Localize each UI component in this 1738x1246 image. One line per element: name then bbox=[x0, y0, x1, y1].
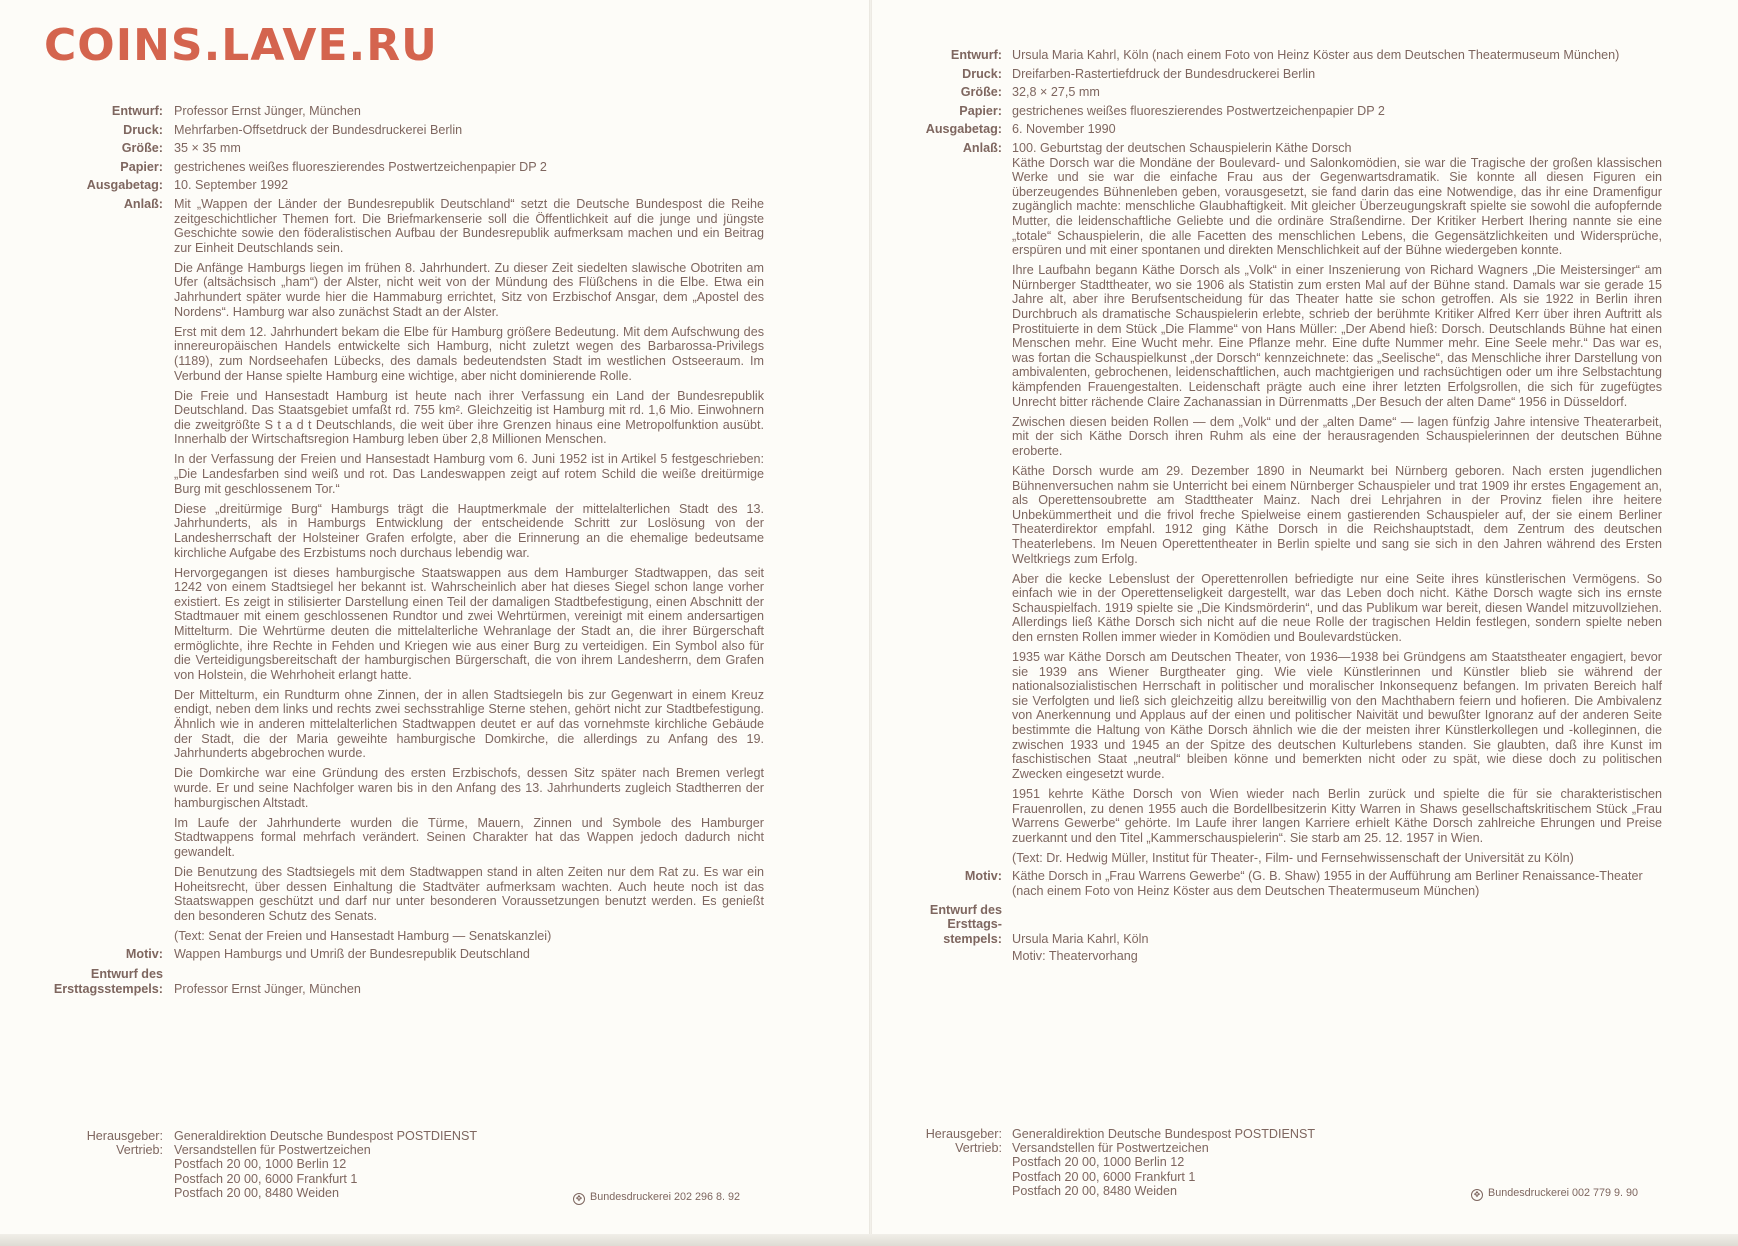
footer-line: Postfach 20 00, 8480 Weiden bbox=[1012, 1183, 1178, 1198]
left-anlass-paragraph: Die Anfänge Hamburgs liegen im frühen 8. Jahrhundert. Zu dieser Zeit siedelten slawische Obotriten am Ufer (altsächsisch „ham“) der Alster, nicht weit von der Mündung des Flüßchens in die Elbe. Etwa ein Jahrhundert später wurde hier die Hammaburg errichtet, Sitz von Erzbischof Ansgar, dem „Apostel des Nordens“. Hamburg war also zunächst Stadt an der Alster. bbox=[174, 260, 764, 319]
right-stempel-label-line: Entwurf des bbox=[929, 902, 1002, 917]
left-motiv-value: Wappen Hamburgs und Umriß der Bundesrepublik Deutschland bbox=[174, 947, 530, 962]
left-druck-value: Mehrfarben-Offsetdruck der Bundesdruckerei Berlin bbox=[174, 122, 463, 137]
herausgeber-label: Herausgeber: bbox=[925, 1127, 1002, 1141]
right-motiv-value: Käthe Dorsch in „Frau Warrens Gewerbe“ (G. B. Shaw) 1955 in der Aufführung am Berliner Renaissance-Theater (nach einem Foto von Heinz Köster aus dem Deutschen Theatermuseum München) bbox=[1012, 869, 1643, 898]
right-druck-row bbox=[882, 67, 1662, 82]
right-papier-row bbox=[882, 104, 1662, 119]
left-motiv-label: Motiv: bbox=[125, 947, 163, 962]
right-anlass-paragraph: Käthe Dorsch war die Mondäne der Boulevard- und Salonkomödien, sie war die Tragische der großen klassischen Werke und sie war die einfache Frau aus der Gegenwartsdramatik. Sie konnte all diesen Figuren ein überzeugendes Bühnenleben geben, vorausgesetzt, sie fand darin das eine Notwendige, das ihr eine Dramenfigur zugänglich machte: menschliche Glaubhaftigkeit. Mit gleicher Überzeugungskraft spielte sie sowohl die aufopfernde Mutter, die leidenschaftliche Geliebte und die ordinäre Straßendirne. Der Kritiker Herbert Ihering nannte sie eine „totale“ Schauspielerin, die alle Facetten des menschlichen Lebens, die Gegensätzlichkeiten und Widersprüche, erspüren und mit einer spontanen und direkten Menschlichkeit auf der Bühne wiedergeben konnte. bbox=[1012, 155, 1662, 258]
left-anlass-paragraph: Diese „dreitürmige Burg“ Hamburgs trägt die Hauptmerkmale der mittelalterlichen Stadt des 13. Jahrhunderts, als in Hamburgs Entwicklung der entscheidende Schritt zur Loslösung von der Landesherrschaft der Holsteiner Grafen erfolgte, aber die Erinnerung an die ehemalige bedeutsame kirchliche Aufgabe des Erzbistums noch durchaus lebendig war. bbox=[174, 501, 764, 560]
left-druck-label: Druck: bbox=[123, 122, 163, 137]
right-anlass-paragraph: Zwischen diesen beiden Rollen — dem „Volk“ und der „alten Dame“ — lagen fünfzig Jahre intensive Theaterarbeit, mit der sich Käthe Dorsch ihren Ruhm als eine der herausragenden Schauspielerinnen der deutschen Bühne eroberte. bbox=[1012, 414, 1662, 458]
left-stempel-value: Professor Ernst Jünger, München bbox=[174, 981, 361, 996]
right-motiv-row bbox=[882, 869, 1662, 898]
right-stempel-label-line: stempels: bbox=[943, 931, 1002, 946]
left-anlass-paragraph: Die Domkirche war eine Gründung des ersten Erzbischofs, dessen Sitz später nach Bremen verlegt wurde. Er und seine Nachfolger waren bis in den Anfang des 13. Jahrhunderts zugleich Stadtherren der hamburgischen Altstadt. bbox=[174, 766, 764, 810]
left-entwurf-value: Professor Ernst Jünger, München bbox=[174, 104, 361, 118]
right-stempel-label-line: Ersttags- bbox=[947, 917, 1002, 932]
left-anlass-credit: (Text: Senat der Freien und Hansestadt Hamburg — Senatskanzlei) bbox=[174, 928, 552, 943]
right-stempel-value bbox=[1012, 903, 1662, 964]
left-stamp-details bbox=[10, 104, 764, 996]
footer-line: Postfach 20 00, 1000 Berlin 12 bbox=[174, 1157, 347, 1172]
scan-bottom-edge bbox=[0, 1234, 1738, 1246]
right-imprint-text: Bundesdruckerei 002 779 9. 90 bbox=[1488, 1187, 1639, 1199]
left-stempel-label-line: Ersttagsstempels: bbox=[53, 981, 163, 996]
right-papier-label: Papier: bbox=[959, 103, 1002, 118]
right-druck-value: Dreifarben-Rastertiefdruck der Bundesdruckerei Berlin bbox=[1012, 66, 1316, 81]
footer-line: Postfach 20 00, 6000 Frankfurt 1 bbox=[174, 1171, 358, 1186]
footer-line: Postfach 20 00, 1000 Berlin 12 bbox=[1012, 1155, 1185, 1170]
right-printer-imprint bbox=[1471, 1187, 1638, 1201]
left-druck-row bbox=[10, 123, 764, 138]
left-groesse-row bbox=[10, 141, 764, 156]
right-anlass-paragraph: Käthe Dorsch wurde am 29. Dezember 1890 in Neumarkt bei Nürnberg geboren. Nach ersten jugendlichen Bühnenversuchen nahm sie Unterricht bei einem Nürnberger Schauspieler und trat 1909 ihr erstes Engagement an, als Operettensoubrette am Stadttheater Mainz. Nach drei Lehrjahren in der Provinz fielen ihre heitere Unbekümmertheit und die frivol freche Spielweise einem gastierenden Schauspieler auf, der sie einem Berliner Theaterdirektor empfahl. 1912 ging Käthe Dorsch in die Reichshauptstadt, dem Zentrum des deutschen Theaterlebens. Im Neuen Operettentheater in Berlin spielte und sang sie sich in den Jahren während des Ersten Weltkriegs zum Erfolg. bbox=[1012, 463, 1662, 566]
left-stempel-label bbox=[10, 967, 163, 996]
right-anlass-label: Anlaß: bbox=[962, 140, 1002, 155]
left-imprint-text: Bundesdruckerei 202 296 8. 92 bbox=[590, 1191, 741, 1203]
right-motiv-label: Motiv: bbox=[964, 869, 1002, 884]
sheet-divider bbox=[869, 0, 872, 1246]
left-anlass-paragraph: Der Mittelturm, ein Rundturm ohne Zinnen, der in allen Stadtsiegeln bis zur Gegenwart in einem Kreuz endigt, neben dem links und rechts zwei sechsstrahlige Sterne stehen, gehört nicht zur Stadtbefestigung. Ähnlich wie in anderen mittelalterlichen Stadtwappen deutet er auf das vornehmste kirchliche Gebäude der Stadt, die der Maria geweihte hamburgische Domkirche, die allerdings zu Anfang des 19. Jahrhunderts abgebrochen wurde. bbox=[174, 687, 764, 761]
watermark: COINS.LAVE.RU bbox=[44, 20, 438, 71]
left-papier-label: Papier: bbox=[120, 159, 163, 174]
left-papier-row bbox=[10, 160, 764, 175]
right-entwurf-row bbox=[882, 48, 1662, 63]
right-anlass-text bbox=[1012, 141, 1662, 865]
right-anlass-credit: (Text: Dr. Hedwig Müller, Institut für Theater-, Film- und Fernsehwissenschaft der Universität zu Köln) bbox=[1012, 850, 1574, 865]
bundesdruckerei-logo-icon: ✥ bbox=[573, 1193, 585, 1205]
right-footer-labels bbox=[882, 1127, 1002, 1155]
left-anlass-row bbox=[10, 197, 764, 943]
right-papier-value: gestrichenes weißes fluoreszierendes Postwertzeichenpapier DP 2 bbox=[1012, 103, 1385, 118]
right-stempel-label bbox=[882, 903, 1002, 947]
right-ausgabetag-value: 6. November 1990 bbox=[1012, 122, 1116, 137]
right-druck-label: Druck: bbox=[962, 66, 1002, 81]
right-stempel-row bbox=[882, 903, 1662, 964]
left-anlass-paragraph: Im Laufe der Jahrhunderte wurden die Türme, Mauern, Zinnen und Symbole des Hamburger Stadtwappens formal mehrfach verändert. Seinen Charakter hat das Wappen jedoch dadurch nicht gewandelt. bbox=[174, 815, 764, 859]
footer-line: Generaldirektion Deutsche Bundespost POSTDIENST bbox=[174, 1129, 478, 1143]
left-groesse-label: Größe: bbox=[121, 141, 163, 156]
footer-line: Generaldirektion Deutsche Bundespost POSTDIENST bbox=[1012, 1127, 1316, 1141]
left-anlass-paragraph: In der Verfassung der Freien und Hansestadt Hamburg vom 6. Juni 1952 ist in Artikel 5 festgeschrieben: „Die Landesfarben sind weiß und rot. Das Landeswappen zeigt auf rotem Schild die weiße dreitürmige Burg mit geschlossenem Tor.“ bbox=[174, 452, 764, 496]
right-groesse-value: 32,8 × 27,5 mm bbox=[1012, 85, 1100, 100]
left-footer-labels bbox=[10, 1129, 163, 1157]
left-entwurf-label: Entwurf: bbox=[111, 104, 163, 118]
left-entwurf-row bbox=[10, 104, 764, 119]
footer-line: Versandstellen für Postwertzeichen bbox=[1012, 1141, 1209, 1156]
right-stempel-motiv: Motiv: Theatervorhang bbox=[1012, 949, 1138, 964]
left-ausgabetag-row bbox=[10, 178, 764, 193]
right-groesse-label: Größe: bbox=[960, 85, 1002, 100]
right-anlass-paragraph: 1951 kehrte Käthe Dorsch von Wien wieder nach Berlin zurück und spielte die für sie charakteristischen Frauenrollen, zu denen 1955 auch die Bordellbesitzerin Kitty Warren in Shaws gesellschaftskritischem Stück „Frau Warrens Gewerbe“ gehörte. Im Laufe ihrer langen Karriere erhielt Käthe Dorsch zahlreiche Ehrungen und Preise zuerkannt und den Titel „Kammerschauspielerin“. Sie starb am 25. 12. 1957 in Wien. bbox=[1012, 786, 1662, 845]
vertrieb-label: Vertrieb: bbox=[116, 1143, 163, 1158]
left-anlass-label: Anlaß: bbox=[123, 196, 163, 211]
right-ausgabetag-row bbox=[882, 122, 1662, 137]
left-stempel-label-line: Entwurf des bbox=[90, 966, 163, 981]
left-anlass-text bbox=[174, 197, 764, 943]
left-anlass-paragraph: Mit „Wappen der Länder der Bundesrepublik Deutschland“ setzt die Deutsche Bundespost die Reihe zeitgeschichtlicher Themen fort. Die Briefmarkenserie soll die Öffentlichkeit auf die junge und jüngste Geschichte sowie den föderalistischen Aufbau der Bundesrepublik aufmerksam machen und ein Beitrag zur Einheit Deutschlands sein. bbox=[174, 196, 764, 255]
right-ausgabetag-label: Ausgabetag: bbox=[925, 122, 1002, 137]
left-ausgabetag-value: 10. September 1992 bbox=[174, 178, 289, 193]
right-anlass-paragraph: Aber die kecke Lebenslust der Operettenrollen befriedigte nur eine Seite ihres künstlerischen Vermögens. So einfach wie in der Operettenseligkeit dargestellt, war das Leben doch nicht. Käthe Dorsch wagte sich ins ernste Schauspielfach. 1919 spielte sie „Die Kindsmörderin“, und das Publikum war bereit, diesen Wandel mitzuvollziehen. Allerdings ließ Käthe Dorsch sich nicht auf die neue Rolle der tragischen Heldin festlegen, sondern spielte neben den ernsten Rollen immer wieder in Komödien und Boulevardstücken. bbox=[1012, 571, 1662, 644]
left-footer-address bbox=[174, 1129, 764, 1200]
right-groesse-row bbox=[882, 85, 1662, 100]
left-groesse-value: 35 × 35 mm bbox=[174, 141, 241, 156]
right-stempel-designer: Ursula Maria Kahrl, Köln bbox=[1012, 931, 1149, 946]
footer-line: Postfach 20 00, 8480 Weiden bbox=[174, 1185, 340, 1200]
herausgeber-label: Herausgeber: bbox=[86, 1129, 163, 1143]
left-footer bbox=[10, 1129, 764, 1200]
footer-line: Versandstellen für Postwertzeichen bbox=[174, 1143, 371, 1158]
left-anlass-paragraph: Hervorgegangen ist dieses hamburgische Staatswappen aus dem Hamburger Stadtwappen, das seit 1242 von einem Stadtsiegel her bekannt ist. Wahrscheinlich aber hat dieses Siegel schon lange vorher existiert. Es zeigt in stilisierter Darstellung einen Teil der damaligen Stadtbefestigung, einen Abschnitt der Stadtmauer mit einem geschlossenen Rundtor und zwei Wehrtürmen, vereinigt mit einem andersartigen Mittelturm. Die Wehrtürme deuten die mittelalterliche Wehranlage der Stadt an, die ihrer Bürgerschaft ermöglichte, ihre Rechte in Fehden und Kriegen wie aus einer Burg zu verteidigen. Ein Symbol also für die Verteidigungsbereitschaft der hamburgischen Bürgerschaft, die von ihrem Landesherrn, dem Grafen von Holstein, die Wehrhoheit erlangt hatte. bbox=[174, 565, 764, 682]
left-stempel-row bbox=[10, 967, 764, 996]
right-anlass-paragraph: 1935 war Käthe Dorsch am Deutschen Theater, von 1936—1938 bei Gründgens am Staatstheater engagiert, bevor sie 1939 ans Wiener Burgtheater ging. Wie viele Künstlerinnen und Künstler blieb sie während der nationalsozialistischen Herrschaft in politischer und moralischer Inkonsequenz befangen. Im privaten Bereich half sie Verfolgten und ließ sich gleichzeitig allzu bereitwillig von den Machthabern feiern und hofieren. Die Ambivalenz von Anerkennung und Applaus auf der einen und politischer Naivität und bewußter Ignoranz auf der anderen Seite bestimmte die Haltung von Käthe Dorsch ähnlich wie die der meisten ihrer Künstlerkollegen und -kolleginnen, die zwischen 1933 und 1945 an der Spitze des deutschen Kulturlebens standen. Sie glaubten, daß ihre Kunst im faschistischen Staat „neutral“ bleiben könne und bemerkten nicht oder zu spät, wie diese doch zu politischen Zwecken eingesetzt wurde. bbox=[1012, 650, 1662, 781]
left-ausgabetag-label: Ausgabetag: bbox=[86, 178, 163, 193]
right-entwurf-label: Entwurf: bbox=[950, 48, 1002, 62]
vertrieb-label: Vertrieb: bbox=[955, 1141, 1002, 1156]
right-anlass-row bbox=[882, 141, 1662, 865]
right-anlass-paragraph: 100. Geburtstag der deutschen Schauspielerin Käthe Dorsch bbox=[1012, 140, 1352, 155]
left-papier-value: gestrichenes weißes fluoreszierendes Postwertzeichenpapier DP 2 bbox=[174, 159, 547, 174]
bundesdruckerei-logo-icon: ✥ bbox=[1471, 1189, 1483, 1201]
left-motiv-row bbox=[10, 947, 764, 962]
right-stamp-details bbox=[882, 48, 1662, 964]
left-anlass-paragraph: Die Benutzung des Stadtsiegels mit dem Stadtwappen stand in alten Zeiten nur dem Rat zu. Es war ein Hoheitsrecht, über dessen Einhaltung die Stadtväter aufmerksam wachten. Auch heute noch ist das Staatswappen geschützt und darf nur unter besonderen Voraussetzungen benutzt werden. Es genießt den besonderen Schutz des Senats. bbox=[174, 864, 764, 923]
left-anlass-paragraph: Die Freie und Hansestadt Hamburg ist heute nach ihrer Verfassung ein Land der Bundesrepublik Deutschland. Das Staatsgebiet umfaßt rd. 755 km². Gleichzeitig ist Hamburg mit rd. 1,6 Mio. Einwohnern die zweitgrößte S t a d t Deutschlands, die weit über ihre Grenzen hinaus eine Metropolfunktion ausübt. Innerhalb der Wirtschaftsregion Hamburg leben über 2,8 Millionen Menschen. bbox=[174, 388, 764, 447]
left-anlass-paragraph: Erst mit dem 12. Jahrhundert bekam die Elbe für Hamburg größere Bedeutung. Mit dem Aufschwung des innereuropäischen Handels entwickelte sich Hamburg, nicht zuletzt wegen des Barbarossa-Privilegs (1189), zum Nordseehafen Lübecks, des damals bedeutendsten Stadt im westlichen Ostseeraum. Im Verbund der Hanse spielte Hamburg eine wichtige, aber nicht dominierende Rolle. bbox=[174, 324, 764, 383]
right-entwurf-value: Ursula Maria Kahrl, Köln (nach einem Foto von Heinz Köster aus dem Deutschen Theatermuseum München) bbox=[1012, 48, 1620, 62]
right-anlass-paragraph: Ihre Laufbahn begann Käthe Dorsch als „Volk“ in einer Inszenierung von Richard Wagners „Die Meistersinger“ am Nürnberger Stadttheater, wo sie 1906 als Statistin zum ersten Mal auf der Bühne stand. Damals war sie gerade 15 Jahre alt, aber ihre Berufsentscheidung für das Theater hatte sie schon getroffen. Als sie 1922 in Berlin ihren Durchbruch als dramatische Schauspielerin erlebte, schrieb der berühmte Kritiker Alfred Kerr über ihren Auftritt als Prostituierte in dem Stück „Die Flamme“ von Hans Müller: „Der Abend hieß: Dorsch. Deutschlands Bühne hat einen Menschen mehr. Eine Wucht mehr. Eine Pflanze mehr. Eine dufte Nummer mehr. Eine Seele mehr.“ Das war es, was fortan die Schauspielkunst „der Dorsch“ kennzeichnete: das „Seelische“, das Menschliche ihrer Darstellung von ambivalenten, gebrochenen, leidenschaftlichen, auch machtgierigen und rachsüchtigen oder um ihre Selbstachtung kämpfenden Frauengestalten. Leidenschaft prägte auch eine ihrer letzten Erfolgsrollen, die sich für zugefügtes Unrecht bitter rächende Claire Zachanassian in Dürrenmatts „Der Besuch der alten Dame“ 1956 in Düsseldorf. bbox=[1012, 263, 1662, 409]
footer-line: Postfach 20 00, 6000 Frankfurt 1 bbox=[1012, 1169, 1196, 1184]
left-printer-imprint bbox=[573, 1191, 740, 1205]
